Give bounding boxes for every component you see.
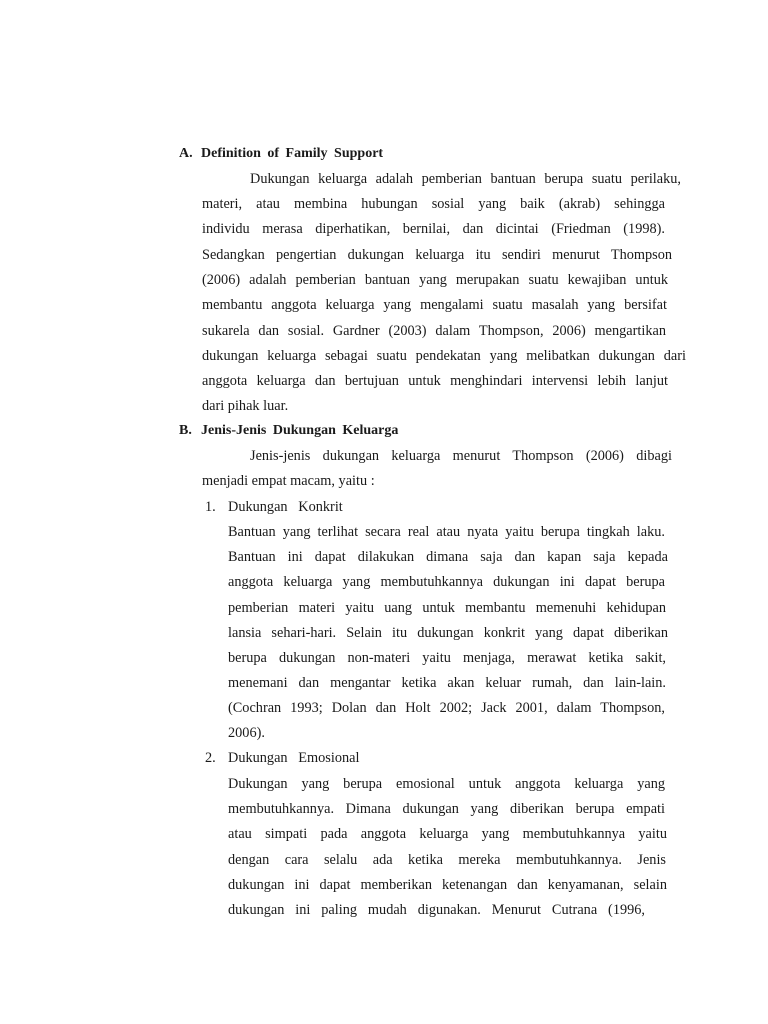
list-item-line: membutuhkannya. Dimana dukungan yang diberikan berupa empati <box>228 801 665 817</box>
list-item-line: Bantuan yang terlihat secara real atau nyata yaitu berupa tingkah laku. <box>228 524 665 540</box>
section-a-line: materi, atau membina hubungan sosial yang baik (akrab) sehingga <box>202 196 665 212</box>
list-item-line: lansia sehari-hari. Selain itu dukungan konkrit yang dapat diberikan <box>228 625 668 641</box>
section-a-letter: A. <box>179 146 193 161</box>
section-b-intro-line: Jenis-jenis dukungan keluarga menurut Thompson (2006) dibagi <box>250 448 672 464</box>
section-a-line: sukarela dan sosial. Gardner (2003) dalam Thompson, 2006) mengartikan <box>202 323 666 339</box>
section-b-title: Jenis-Jenis Dukungan Keluarga <box>201 423 399 438</box>
section-a-line: dari pihak luar. <box>202 398 289 414</box>
section-b-intro-line: menjadi empat macam, yaitu : <box>202 473 375 489</box>
section-a-title: Definition of Family Support <box>201 146 384 161</box>
section-a-line: anggota keluarga dan bertujuan untuk menghindari intervensi lebih lanjut <box>202 373 668 389</box>
list-item-line: dengan cara selalu ada ketika mereka membutuhkannya. Jenis <box>228 852 666 868</box>
list-item-title: Dukungan Emosional <box>228 750 360 766</box>
list-item-number: 1. <box>205 499 216 515</box>
list-item-number: 2. <box>205 750 216 766</box>
section-a-line: membantu anggota keluarga yang mengalami suatu masalah yang bersifat <box>202 297 667 313</box>
list-item-line: berupa dukungan non-materi yaitu menjaga, merawat ketika sakit, <box>228 650 666 666</box>
list-item-line: menemani dan mengantar ketika akan keluar rumah, dan lain-lain. <box>228 675 666 691</box>
list-item-line: dukungan ini paling mudah digunakan. Menurut Cutrana (1996, <box>228 902 645 918</box>
section-b-letter: B. <box>179 423 192 438</box>
list-item-line: Dukungan yang berupa emosional untuk anggota keluarga yang <box>228 776 665 792</box>
list-item-line: 2006). <box>228 725 265 741</box>
section-a-heading <box>179 145 383 163</box>
section-a-line: Dukungan keluarga adalah pemberian bantuan berupa suatu perilaku, <box>250 171 681 187</box>
list-item-title: Dukungan Konkrit <box>228 499 343 515</box>
section-a-line: (2006) adalah pemberian bantuan yang merupakan suatu kewajiban untuk <box>202 272 668 288</box>
list-item-line: dukungan ini dapat memberikan ketenangan dan kenyamanan, selain <box>228 877 667 893</box>
list-item-line: anggota keluarga yang membutuhkannya dukungan ini dapat berupa <box>228 574 665 590</box>
section-a-line: individu merasa diperhatikan, bernilai, dan dicintai (Friedman (1998). <box>202 221 665 237</box>
list-item-line: atau simpati pada anggota keluarga yang membutuhkannya yaitu <box>228 826 667 842</box>
section-b-heading <box>179 422 398 440</box>
section-a-line: dukungan keluarga sebagai suatu pendekatan yang melibatkan dukungan dari <box>202 348 686 364</box>
section-a-line: Sedangkan pengertian dukungan keluarga itu sendiri menurut Thompson <box>202 247 672 263</box>
list-item-line: pemberian materi yaitu uang untuk membantu memenuhi kehidupan <box>228 600 666 616</box>
list-item-line: (Cochran 1993; Dolan dan Holt 2002; Jack 2001, dalam Thompson, <box>228 700 665 716</box>
list-item-line: Bantuan ini dapat dilakukan dimana saja dan kapan saja kepada <box>228 549 668 565</box>
